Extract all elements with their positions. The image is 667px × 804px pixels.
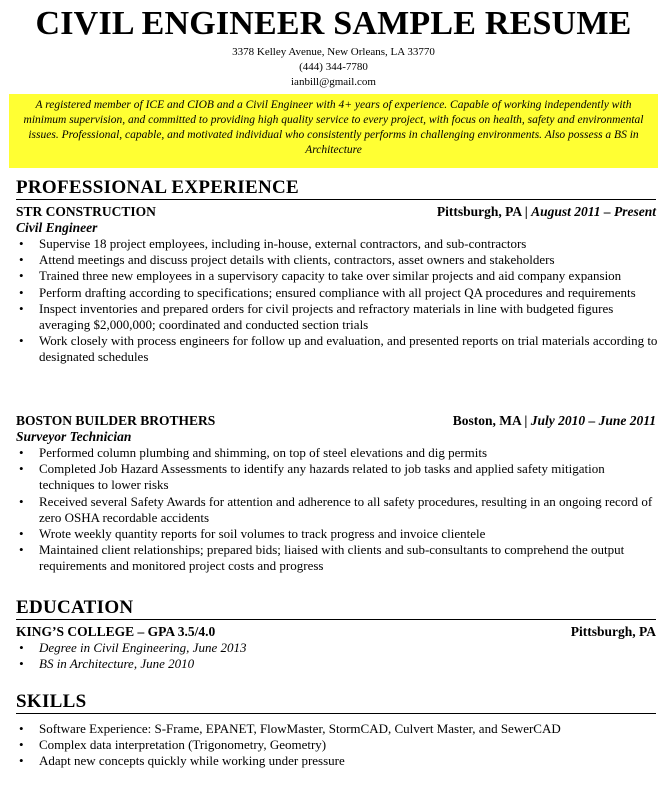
job-bullets bbox=[18, 236, 658, 366]
education-header bbox=[16, 624, 656, 640]
job-location: Boston, MA bbox=[452, 413, 521, 428]
list-item: • Inspect inventories and prepared orders for civil projects and refractory materials in line with budgeted figures averaging $2,000,000; coordinated and conducted section trials bbox=[18, 301, 658, 333]
section-heading-experience: PROFESSIONAL EXPERIENCE bbox=[16, 177, 299, 198]
section-heading-education: EDUCATION bbox=[16, 597, 134, 618]
job-separator: | bbox=[521, 413, 531, 428]
contact-phone: (444) 344-7780 bbox=[299, 61, 368, 73]
education-location: Pittsburgh, PA bbox=[570, 624, 656, 639]
list-item: • Completed Job Hazard Assessments to identify any hazards related to job tasks and applied safety mitigation techniques to lower risks bbox=[18, 461, 658, 493]
job-header-boston bbox=[16, 413, 656, 429]
job-location: Pittsburgh, PA bbox=[436, 204, 522, 219]
job-location-dates bbox=[437, 204, 656, 220]
list-item: • Software Experience: S-Frame, EPANET, FlowMaster, StormCAD, Culvert Master, and SewerCAD bbox=[18, 721, 658, 737]
list-item: • Performed column plumbing and shimming, on top of steel elevations and dig permits bbox=[18, 445, 658, 461]
job-header-str bbox=[16, 204, 656, 220]
section-divider bbox=[16, 619, 656, 620]
list-item: • Degree in Civil Engineering, June 2013 bbox=[18, 640, 658, 656]
contact-email: ianbill@gmail.com bbox=[291, 76, 376, 88]
job-separator: | bbox=[521, 204, 532, 219]
list-item: • Maintained client relationships; prepared bids; liaised with clients and sub-consultants to comprehend the output requirements and monitored project costs and progress bbox=[18, 542, 658, 574]
job-company: STR CONSTRUCTION bbox=[16, 204, 156, 219]
list-item: • Work closely with process engineers for follow up and evaluation, and presented reports on trial materials according to designated schedules bbox=[18, 333, 658, 365]
job-company: BOSTON BUILDER BROTHERS bbox=[16, 413, 216, 428]
resume-title: CIVIL ENGINEER SAMPLE RESUME bbox=[35, 5, 632, 42]
job-dates: August 2011 – Present bbox=[531, 204, 656, 219]
section-divider bbox=[16, 713, 656, 714]
list-item: • Wrote weekly quantity reports for soil volumes to track progress and invoice clientele bbox=[18, 526, 658, 542]
contact-address: 3378 Kelley Avenue, New Orleans, LA 33770 bbox=[232, 46, 435, 58]
job-role: Civil Engineer bbox=[16, 220, 98, 235]
summary-text: A registered member of ICE and CIOB and a Civil Engineer with 4+ years of experience. Capable of working independently with minimum supervision, and committed to providing high quality service to every project, with focus on health, safety and environmental issues. Professional, capable, and motivated individual who consistently performs in challenging environments. Also possess a BS in Architecture bbox=[23, 99, 644, 156]
list-item: • Adapt new concepts quickly while working under pressure bbox=[18, 753, 658, 769]
education-bullets bbox=[18, 640, 658, 672]
list-item: • Trained three new employees in a supervisory capacity to take over similar projects and aid company expansion bbox=[18, 268, 658, 284]
section-heading-skills: SKILLS bbox=[16, 691, 87, 712]
section-divider bbox=[16, 199, 656, 200]
education-school: KING’S COLLEGE – GPA 3.5/4.0 bbox=[16, 624, 216, 639]
job-dates: July 2010 – June 2011 bbox=[530, 413, 656, 428]
list-item: • Complex data interpretation (Trigonometry, Geometry) bbox=[18, 737, 658, 753]
list-item: • Received several Safety Awards for attention and adherence to all safety procedures, resulting in an ongoing record of zero OSHA recordable accidents bbox=[18, 494, 658, 526]
job-role: Surveyor Technician bbox=[16, 429, 132, 444]
list-item: • Perform drafting according to specifications; ensured compliance with all project QA procedures and requirements bbox=[18, 285, 658, 301]
list-item: • Supervise 18 project employees, including in-house, external contractors, and sub-contractors bbox=[18, 236, 658, 252]
skills-bullets bbox=[18, 721, 658, 770]
summary-highlight bbox=[9, 94, 658, 168]
job-bullets bbox=[18, 445, 658, 575]
list-item: • Attend meetings and discuss project details with clients, contractors, asset owners and stakeholders bbox=[18, 252, 658, 268]
list-item: • BS in Architecture, June 2010 bbox=[18, 656, 658, 672]
job-location-dates bbox=[453, 413, 656, 429]
